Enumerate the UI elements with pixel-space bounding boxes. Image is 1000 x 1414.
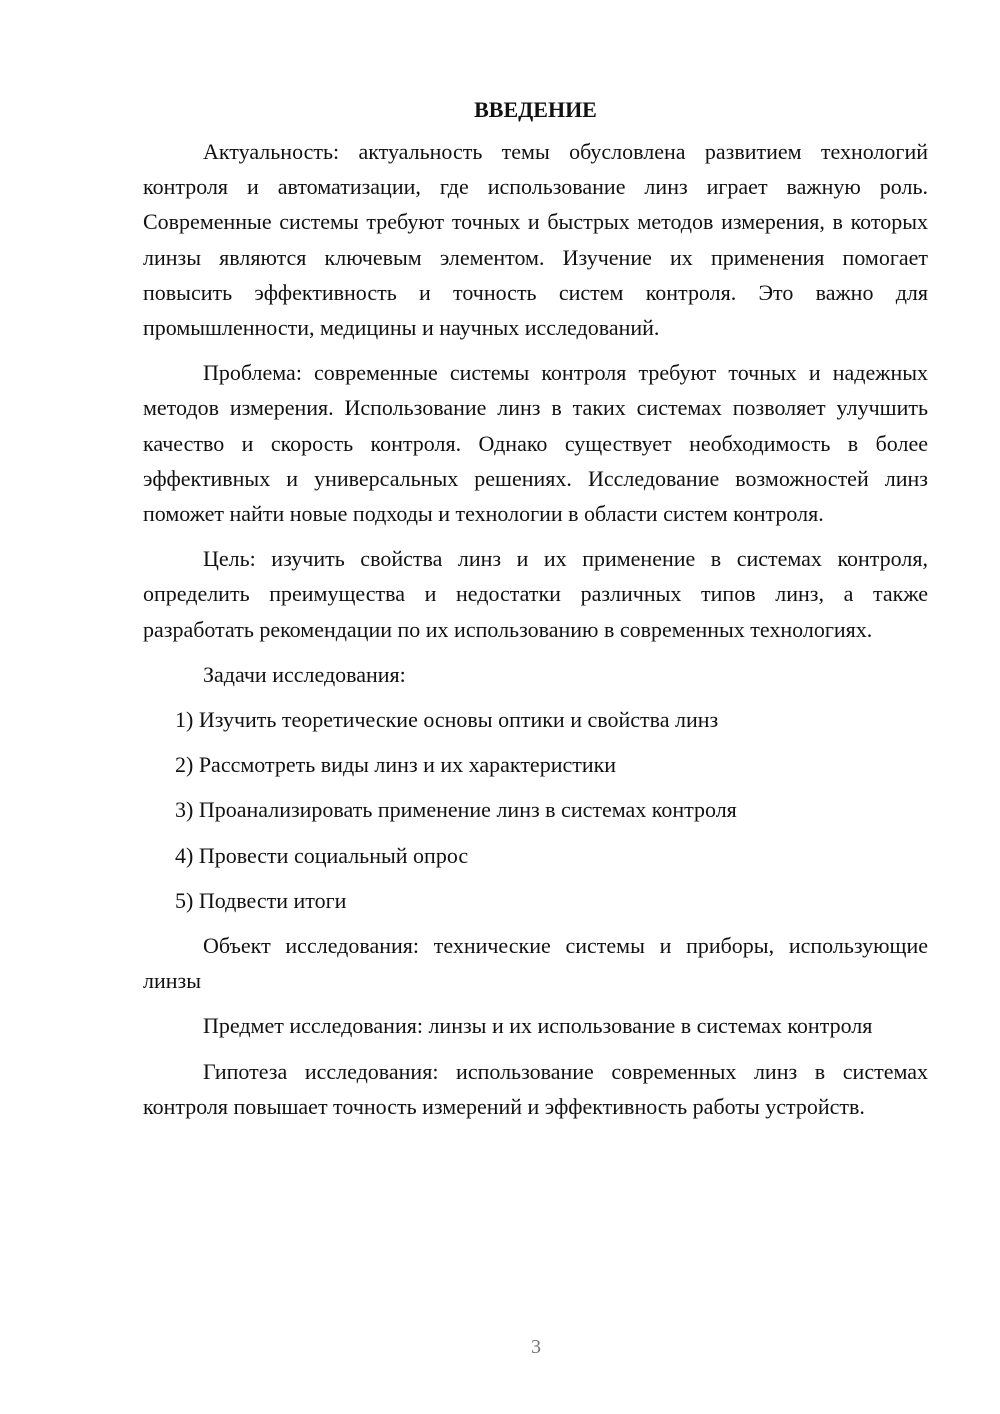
goal-paragraph: Цель: изучить свойства линз и их применение в системах контроля, определить преимущества и недостатки различных типов линз, а также разработать рекомендации по их использованию в современных технологиях. <box>143 546 928 642</box>
hypothesis-paragraph: Гипотеза исследования: использование современных линз в системах контроля повышает точность измерений и эффективность работы устройств. <box>143 1058 928 1119</box>
object-paragraph: Объект исследования: технические системы и приборы, использующие линзы <box>143 933 928 994</box>
page-content <box>143 92 928 1134</box>
task-item: 5) Подвести итоги <box>175 887 347 913</box>
task-item: 2) Рассмотреть виды линз и их характеристики <box>175 752 617 778</box>
task-list <box>143 702 928 918</box>
problem-paragraph: Проблема: современные системы контроля требуют точных и надежных методов измерения. Использование линз в таких системах позволяет улучшить качество и скорость контроля. Однако существует необходимость в более эффективных и универсальных решениях. Исследование возможностей линз поможет найти новые подходы и технологии в области систем контроля. <box>143 360 928 527</box>
section-heading: ВВЕДЕНИЕ <box>474 97 597 122</box>
task-item: 4) Провести социальный опрос <box>175 842 469 868</box>
task-item: 3) Проанализировать применение линз в системах контроля <box>175 797 737 823</box>
relevance-paragraph: Актуальность: актуальность темы обусловлена развитием технологий контроля и автоматизации, где использование линз играет важную роль. Современные системы требуют точных и быстрых методов измерения, в которых линзы являются ключевым элементом. Изучение их применения помогает повысить эффективность и точность систем контроля. Это важно для промышленности, медицины и научных исследований. <box>143 139 928 341</box>
page-number: 3 <box>531 1336 541 1358</box>
subject-paragraph: Предмет исследования: линзы и их использование в системах контроля <box>203 1013 873 1039</box>
task-item: 1) Изучить теоретические основы оптики и свойства линз <box>175 707 719 733</box>
tasks-title: Задачи исследования: <box>203 661 406 687</box>
